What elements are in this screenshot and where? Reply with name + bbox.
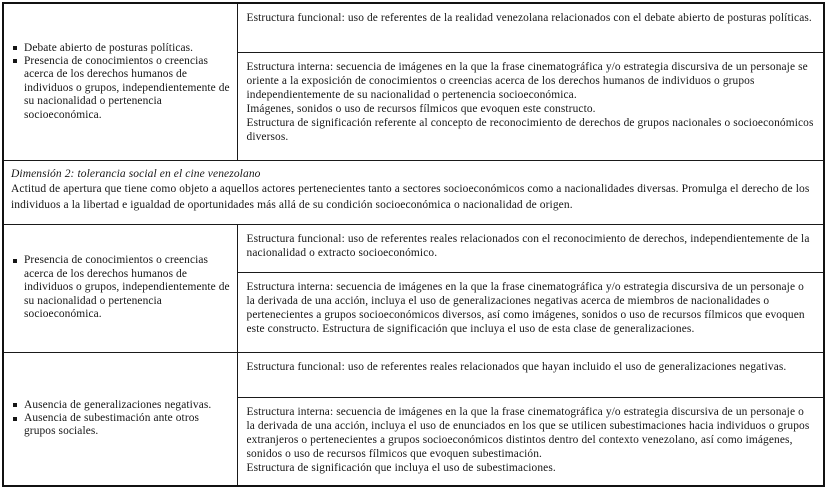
internal-structure-text: Estructura interna: secuencia de imágenes en la que la frase cinematográfica y/o estrategia discursiva de un personaje o la derivada de una acción, incluya el uso de enunciados en los que se utilicen subestimaciones hacia individuos o grupos extranjeros o pertenecientes a grupos socioeconómicos distintos dentro del contexto venezolano, así como imágenes, sonidos o uso de recursos fílmicos que evoquen subestimación. [246, 405, 810, 460]
criteria-cell-block3 [3, 352, 237, 486]
criteria-item [13, 42, 231, 55]
bullet-square-icon [13, 46, 17, 50]
bullet-square-icon [13, 259, 17, 263]
internal-structure-text: Estructura de significación referente al concepto de reconocimiento de derechos de grupos nacionales o socioeconómicos diversos. [246, 116, 814, 143]
dimension-header-cell [3, 160, 824, 224]
criteria-list [13, 399, 231, 439]
criteria-text: Presencia de conocimientos o creencias acerca de los derechos humanos de individuos o grupos, independientemente de su nacionalidad o pertenencia socioeconómica. [24, 254, 230, 321]
criteria-list [13, 254, 231, 321]
internal-structure-text: Imágenes, sonidos o uso de recursos fílmicos que evoquen este constructo. [246, 102, 596, 115]
internal-structure-text: Estructura interna: secuencia de imágenes en la que la frase cinematográfica y/o estrategia discursiva de un personaje o la derivada de una acción, incluya el uso de generalizaciones negativas acerca de miembros de nacionalidades o pertenecientes a grupos socioeconómicos diversos, así como imágenes, sonidos o uso de recursos fílmicos que evoquen este constructo. Estructura de significación que incluya el uso de esta clase de generalizaciones. [246, 280, 805, 335]
internal-structure-text: Estructura de significación que incluya el uso de subestimaciones. [246, 461, 556, 474]
criteria-text: Ausencia de subestimación ante otros grupos sociales. [24, 412, 200, 438]
internal-structure-text: Estructura interna: secuencia de imágenes en la que la frase cinematográfica y/o estrategia discursiva de un personaje se oriente a la exposición de conocimientos o creencias acerca de los derechos humanos de individuos o grupos independientemente de su nacionalidad o pertenencia socioeconómica. [246, 60, 808, 101]
functional-structure-text: Estructura funcional: uso de referentes reales relacionados con el reconocimiento de derechos, independientemente de la nacionalidad o extracto socioeconómico. [246, 232, 810, 259]
functional-structure-cell-block2 [237, 224, 824, 272]
functional-structure-cell-block1 [237, 3, 824, 52]
table-row [3, 160, 824, 224]
functional-structure-text: Estructura funcional: uso de referentes de la realidad venezolana relacionados con el debate abierto de posturas políticas. [246, 12, 812, 24]
criteria-item [13, 254, 231, 321]
bullet-square-icon [13, 59, 17, 63]
table-row [3, 224, 824, 272]
dimension-title: Dimensión 2: tolerancia social en el cine venezolano [11, 167, 261, 180]
functional-structure-text: Estructura funcional: uso de referentes reales relacionados que hayan incluido el uso de generalizaciones negativas. [246, 360, 787, 373]
internal-structure-cell-block2 [237, 272, 824, 352]
functional-structure-cell-block3 [237, 352, 824, 397]
criteria-cell-block2 [3, 224, 237, 352]
criteria-list [13, 42, 231, 122]
dimension-description: Actitud de apertura que tiene como objeto a aquellos actores pertenecientes tanto a sectores socioeconómicos como a nacionalidades diversas. Promulga el derecho de los individuos a la libertad e igualdad de oportunidades más allá de su condición socioeconómica o nacionalidad de origen. [11, 183, 810, 212]
tolerance-dimensions-table [2, 2, 825, 487]
bullet-square-icon [13, 403, 17, 407]
criteria-cell-block1 [3, 3, 237, 160]
table-row [3, 3, 824, 52]
internal-structure-cell-block3 [237, 397, 824, 486]
bullet-square-icon [13, 417, 17, 421]
criteria-text: Ausencia de generalizaciones negativas. [24, 398, 212, 411]
table-row [3, 352, 824, 397]
criteria-item [13, 399, 231, 412]
criteria-text: Presencia de conocimientos o creencias acerca de los derechos humanos de individuos o grupos, independientemente de su nacionalidad o pertenencia socioeconómica. [24, 54, 230, 121]
internal-structure-cell-block1 [237, 52, 824, 160]
criteria-text: Debate abierto de posturas políticas. [24, 41, 194, 54]
criteria-item [13, 55, 231, 122]
criteria-item [13, 412, 231, 439]
